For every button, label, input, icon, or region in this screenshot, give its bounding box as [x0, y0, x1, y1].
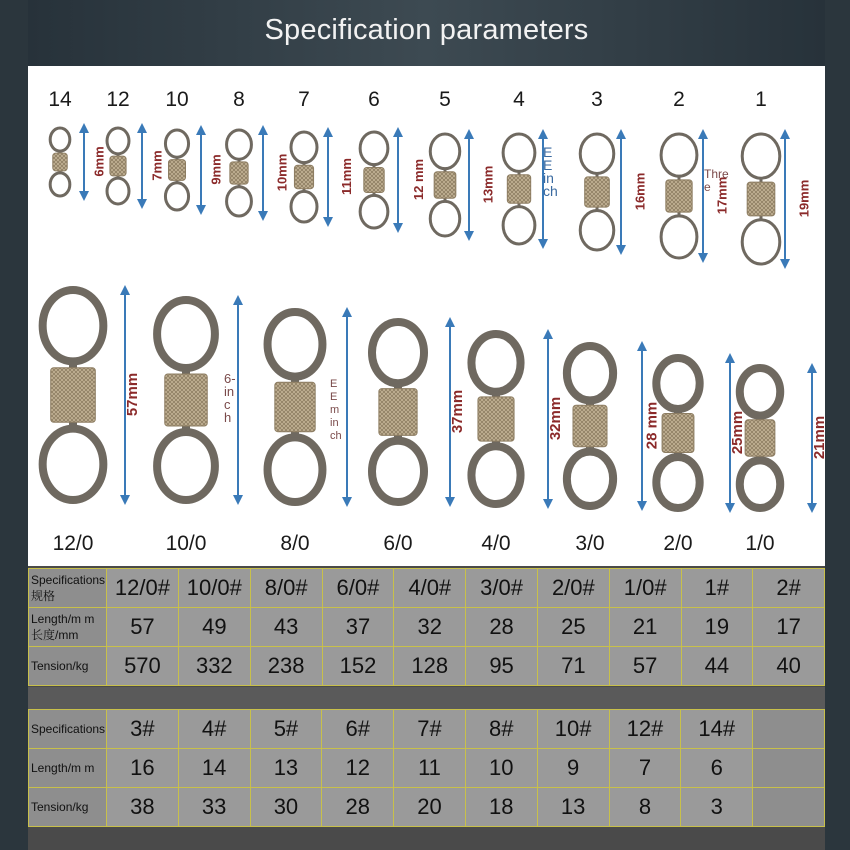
- cell: 570: [106, 647, 178, 686]
- row-head-tension: Tension/kg: [29, 647, 107, 686]
- rolling-swivel-icon-part: [268, 312, 323, 377]
- dimension-label: 11mm: [338, 158, 354, 195]
- cell: 16: [106, 749, 178, 788]
- dimension-label: 37mm: [449, 389, 467, 434]
- size-label: 10: [165, 88, 189, 111]
- cell: 95: [466, 647, 538, 686]
- rolling-swivel-icon-part: [666, 180, 692, 212]
- rolling-swivel-icon-part: [372, 322, 424, 383]
- rolling-swivel-icon-part: [742, 134, 780, 178]
- size-label: 3/0: [575, 532, 605, 555]
- row-head-length: Length/m m: [29, 749, 107, 788]
- rolling-swivel-icon-part: [662, 414, 694, 453]
- size-label: 1: [755, 88, 767, 111]
- rolling-swivel-icon-part: [585, 177, 610, 207]
- rolling-swivel-icon-part: [507, 175, 530, 204]
- rolling-swivel-icon-part: [294, 165, 313, 188]
- rolling-swivel-icon-part: [471, 446, 520, 504]
- cell: 6#: [322, 710, 394, 749]
- cell: 3: [681, 788, 753, 827]
- rolling-swivel-icon: [43, 290, 104, 500]
- rolling-swivel-icon-part: [661, 216, 697, 258]
- dimension-label: 57mm: [124, 372, 142, 417]
- rolling-swivel-icon-part: [169, 160, 186, 181]
- rolling-swivel-icon: [656, 358, 699, 508]
- rolling-swivel-icon-part: [656, 358, 699, 409]
- size-label: 6: [368, 88, 380, 111]
- rolling-swivel-icon-part: [747, 182, 775, 216]
- cell: 18: [465, 788, 537, 827]
- rolling-swivel-icon-part: [230, 162, 248, 184]
- dimension-label: 7mm: [149, 150, 165, 181]
- rolling-swivel-icon-part: [364, 168, 384, 193]
- table-gap: [28, 687, 825, 709]
- rolling-swivel-icon-part: [503, 134, 535, 171]
- rolling-swivel-icon-part: [165, 130, 188, 157]
- rolling-swivel-icon: [661, 134, 697, 258]
- size-label: 1/0: [745, 532, 775, 555]
- rolling-swivel-icon-part: [740, 368, 780, 416]
- row-head-spec: Specifications 规格: [29, 569, 107, 608]
- rolling-swivel-icon-part: [227, 187, 252, 216]
- rolling-swivel-icon-part: [268, 437, 323, 502]
- table-row: [29, 788, 825, 827]
- cell: 238: [250, 647, 322, 686]
- rolling-swivel-icon-part: [50, 173, 70, 196]
- cell: 12#: [609, 710, 681, 749]
- dimension-label: 17mm: [714, 176, 730, 215]
- cell: 37: [322, 608, 394, 647]
- spec-table-2: [28, 709, 825, 827]
- rolling-swivel-icon-part: [372, 441, 424, 502]
- dimension-label: 10mm: [274, 153, 290, 192]
- row-head-spec: Specifications: [29, 710, 107, 749]
- overlay-inch-8-0: E E m in ch: [330, 378, 342, 442]
- table-row: [29, 569, 825, 608]
- size-label: 4: [513, 88, 525, 111]
- rolling-swivel-icon-part: [227, 130, 252, 159]
- cell: 8#: [465, 710, 537, 749]
- rolling-swivel-icon: [50, 128, 70, 196]
- size-label: 2/0: [663, 532, 693, 555]
- size-label: 8: [233, 88, 245, 111]
- cell: 8/0#: [250, 569, 322, 608]
- rolling-swivel-icon-part: [434, 172, 456, 199]
- rolling-swivel-icon-part: [51, 368, 96, 423]
- rolling-swivel-icon-part: [157, 300, 215, 368]
- rolling-swivel-icon-part: [656, 457, 699, 508]
- dimension-label: 25mm: [729, 410, 747, 455]
- overlay-inch-10-0: 6- in c h: [224, 371, 236, 425]
- cell: 38: [106, 788, 178, 827]
- size-label: 3: [591, 88, 603, 111]
- size-label: 12: [106, 88, 130, 111]
- size-label: 14: [48, 88, 72, 111]
- cell: 28: [322, 788, 394, 827]
- cell: 71: [537, 647, 609, 686]
- dimension-label: 13mm: [480, 165, 496, 204]
- rolling-swivel-icon: [372, 322, 424, 502]
- rolling-swivel-icon: [227, 130, 252, 216]
- cell: 25: [537, 608, 609, 647]
- size-label: 12/0: [52, 532, 94, 555]
- rolling-swivel-icon: [580, 134, 614, 250]
- cell: 12/0#: [106, 569, 178, 608]
- cell: 3#: [106, 710, 178, 749]
- overlay-three: Thre e: [704, 167, 729, 194]
- cell: 32: [394, 608, 466, 647]
- spec-table-1: [28, 568, 825, 686]
- overlay-inch-4: E E in ch: [543, 144, 558, 199]
- rolling-swivel-icon: [503, 134, 535, 244]
- cell: 7: [609, 749, 681, 788]
- rolling-swivel-icon-part: [107, 178, 129, 204]
- rolling-swivel-icon-part: [110, 156, 126, 176]
- rolling-swivel-icon-part: [360, 195, 388, 228]
- cell: 44: [681, 647, 753, 686]
- cell: 2/0#: [537, 569, 609, 608]
- cell: 57: [609, 647, 681, 686]
- rolling-swivel-icon-part: [165, 183, 188, 210]
- cell: 10: [465, 749, 537, 788]
- table-row: [29, 647, 825, 686]
- rolling-swivel-icon-part: [567, 346, 613, 400]
- dimension-label: 16mm: [632, 172, 648, 211]
- size-label: 2: [673, 88, 685, 111]
- rolling-swivel-icon-part: [567, 452, 613, 506]
- cell: 11: [394, 749, 466, 788]
- cell: 14: [178, 749, 250, 788]
- rolling-swivel-icon: [165, 130, 188, 210]
- row-head-tension: Tension/kg: [29, 788, 107, 827]
- cell: 43: [250, 608, 322, 647]
- rolling-swivel-icon: [360, 132, 388, 228]
- cell: 14#: [681, 710, 753, 749]
- page-title: Specification parameters: [264, 14, 589, 46]
- size-label: 10/0: [165, 532, 207, 555]
- cell: 6: [681, 749, 753, 788]
- rolling-swivel-icon: [268, 312, 323, 502]
- table-row: [29, 710, 825, 749]
- dimension-label: 28 mm: [643, 401, 661, 450]
- cell: 12: [322, 749, 394, 788]
- rolling-swivel-icon-part: [661, 134, 697, 176]
- size-label: 8/0: [280, 532, 310, 555]
- rolling-swivel-icon-part: [430, 134, 459, 169]
- cell: 20: [394, 788, 466, 827]
- cell: 8: [609, 788, 681, 827]
- rolling-swivel-icon: [157, 300, 215, 500]
- cell: 3/0#: [466, 569, 538, 608]
- size-label: 6/0: [383, 532, 413, 555]
- dimension-label: 6mm: [91, 146, 107, 177]
- rolling-swivel-icon-part: [360, 132, 388, 165]
- cell: 2#: [753, 569, 825, 608]
- dimension-label: 21mm: [811, 415, 829, 460]
- rolling-swivel-icon-part: [379, 389, 417, 436]
- rolling-swivel-icon: [471, 334, 520, 504]
- cell: 10/0#: [178, 569, 250, 608]
- rolling-swivel-icon-part: [580, 134, 614, 173]
- cell: 13: [537, 788, 609, 827]
- cell: 19: [681, 608, 753, 647]
- cell: 40: [753, 647, 825, 686]
- row-head-length: Length/m m 长度/mm: [29, 608, 107, 647]
- cell: 33: [178, 788, 250, 827]
- rolling-swivel-icon-part: [53, 153, 67, 171]
- rolling-swivel-icon-part: [291, 132, 317, 163]
- rolling-swivel-icon-part: [742, 220, 780, 264]
- rolling-swivel-icon-part: [275, 382, 315, 431]
- rolling-swivel-icon: [567, 346, 613, 506]
- rolling-swivel-icon-part: [43, 429, 104, 500]
- cell: 30: [250, 788, 322, 827]
- cell: 1#: [681, 569, 753, 608]
- cell: 4/0#: [394, 569, 466, 608]
- rolling-swivel-icon: [291, 132, 317, 222]
- rolling-swivel-icon-part: [580, 211, 614, 250]
- rolling-swivel-icon-part: [43, 290, 104, 361]
- rolling-swivel-icon: [430, 134, 459, 236]
- rolling-swivel-icon-part: [165, 374, 208, 426]
- dimension-label: 32mm: [547, 396, 565, 441]
- cell: 57: [106, 608, 178, 647]
- rolling-swivel-icon: [742, 134, 780, 264]
- empty-cell: [753, 749, 825, 788]
- cell: 13: [250, 749, 322, 788]
- cell: 49: [178, 608, 250, 647]
- rolling-swivel-icon-part: [745, 420, 775, 456]
- rolling-swivel-icon-part: [430, 201, 459, 236]
- cell: 10#: [537, 710, 609, 749]
- cell: 1/0#: [609, 569, 681, 608]
- size-label: 4/0: [481, 532, 511, 555]
- cell: 17: [753, 608, 825, 647]
- cell: 128: [394, 647, 466, 686]
- rolling-swivel-icon-part: [740, 460, 780, 508]
- cell: 21: [609, 608, 681, 647]
- rolling-swivel-icon-part: [478, 397, 514, 441]
- rolling-swivel-icon-part: [157, 432, 215, 500]
- cell: 5#: [250, 710, 322, 749]
- rolling-swivel-icon-part: [291, 191, 317, 222]
- size-label: 7: [298, 88, 310, 111]
- rolling-swivel-icon: [107, 128, 129, 204]
- empty-cell: [753, 710, 825, 749]
- table-row: [29, 608, 825, 647]
- cell: 152: [322, 647, 394, 686]
- rolling-swivel-icon-part: [471, 334, 520, 392]
- table-row: [29, 749, 825, 788]
- size-label: 5: [439, 88, 451, 111]
- cell: 6/0#: [322, 569, 394, 608]
- dimension-label: 19mm: [796, 179, 812, 218]
- empty-cell: [753, 788, 825, 827]
- rolling-swivel-icon-part: [573, 405, 607, 447]
- rolling-swivel-icon-part: [107, 128, 129, 154]
- rolling-swivel-icon-part: [503, 207, 535, 244]
- cell: 332: [178, 647, 250, 686]
- dimension-label: 12 mm: [411, 158, 427, 201]
- rolling-swivel-icon-part: [50, 128, 70, 151]
- dimension-label: 9mm: [208, 154, 224, 185]
- cell: 4#: [178, 710, 250, 749]
- cell: 7#: [394, 710, 466, 749]
- spec-tables: [28, 566, 825, 850]
- cell: 28: [466, 608, 538, 647]
- cell: 9: [537, 749, 609, 788]
